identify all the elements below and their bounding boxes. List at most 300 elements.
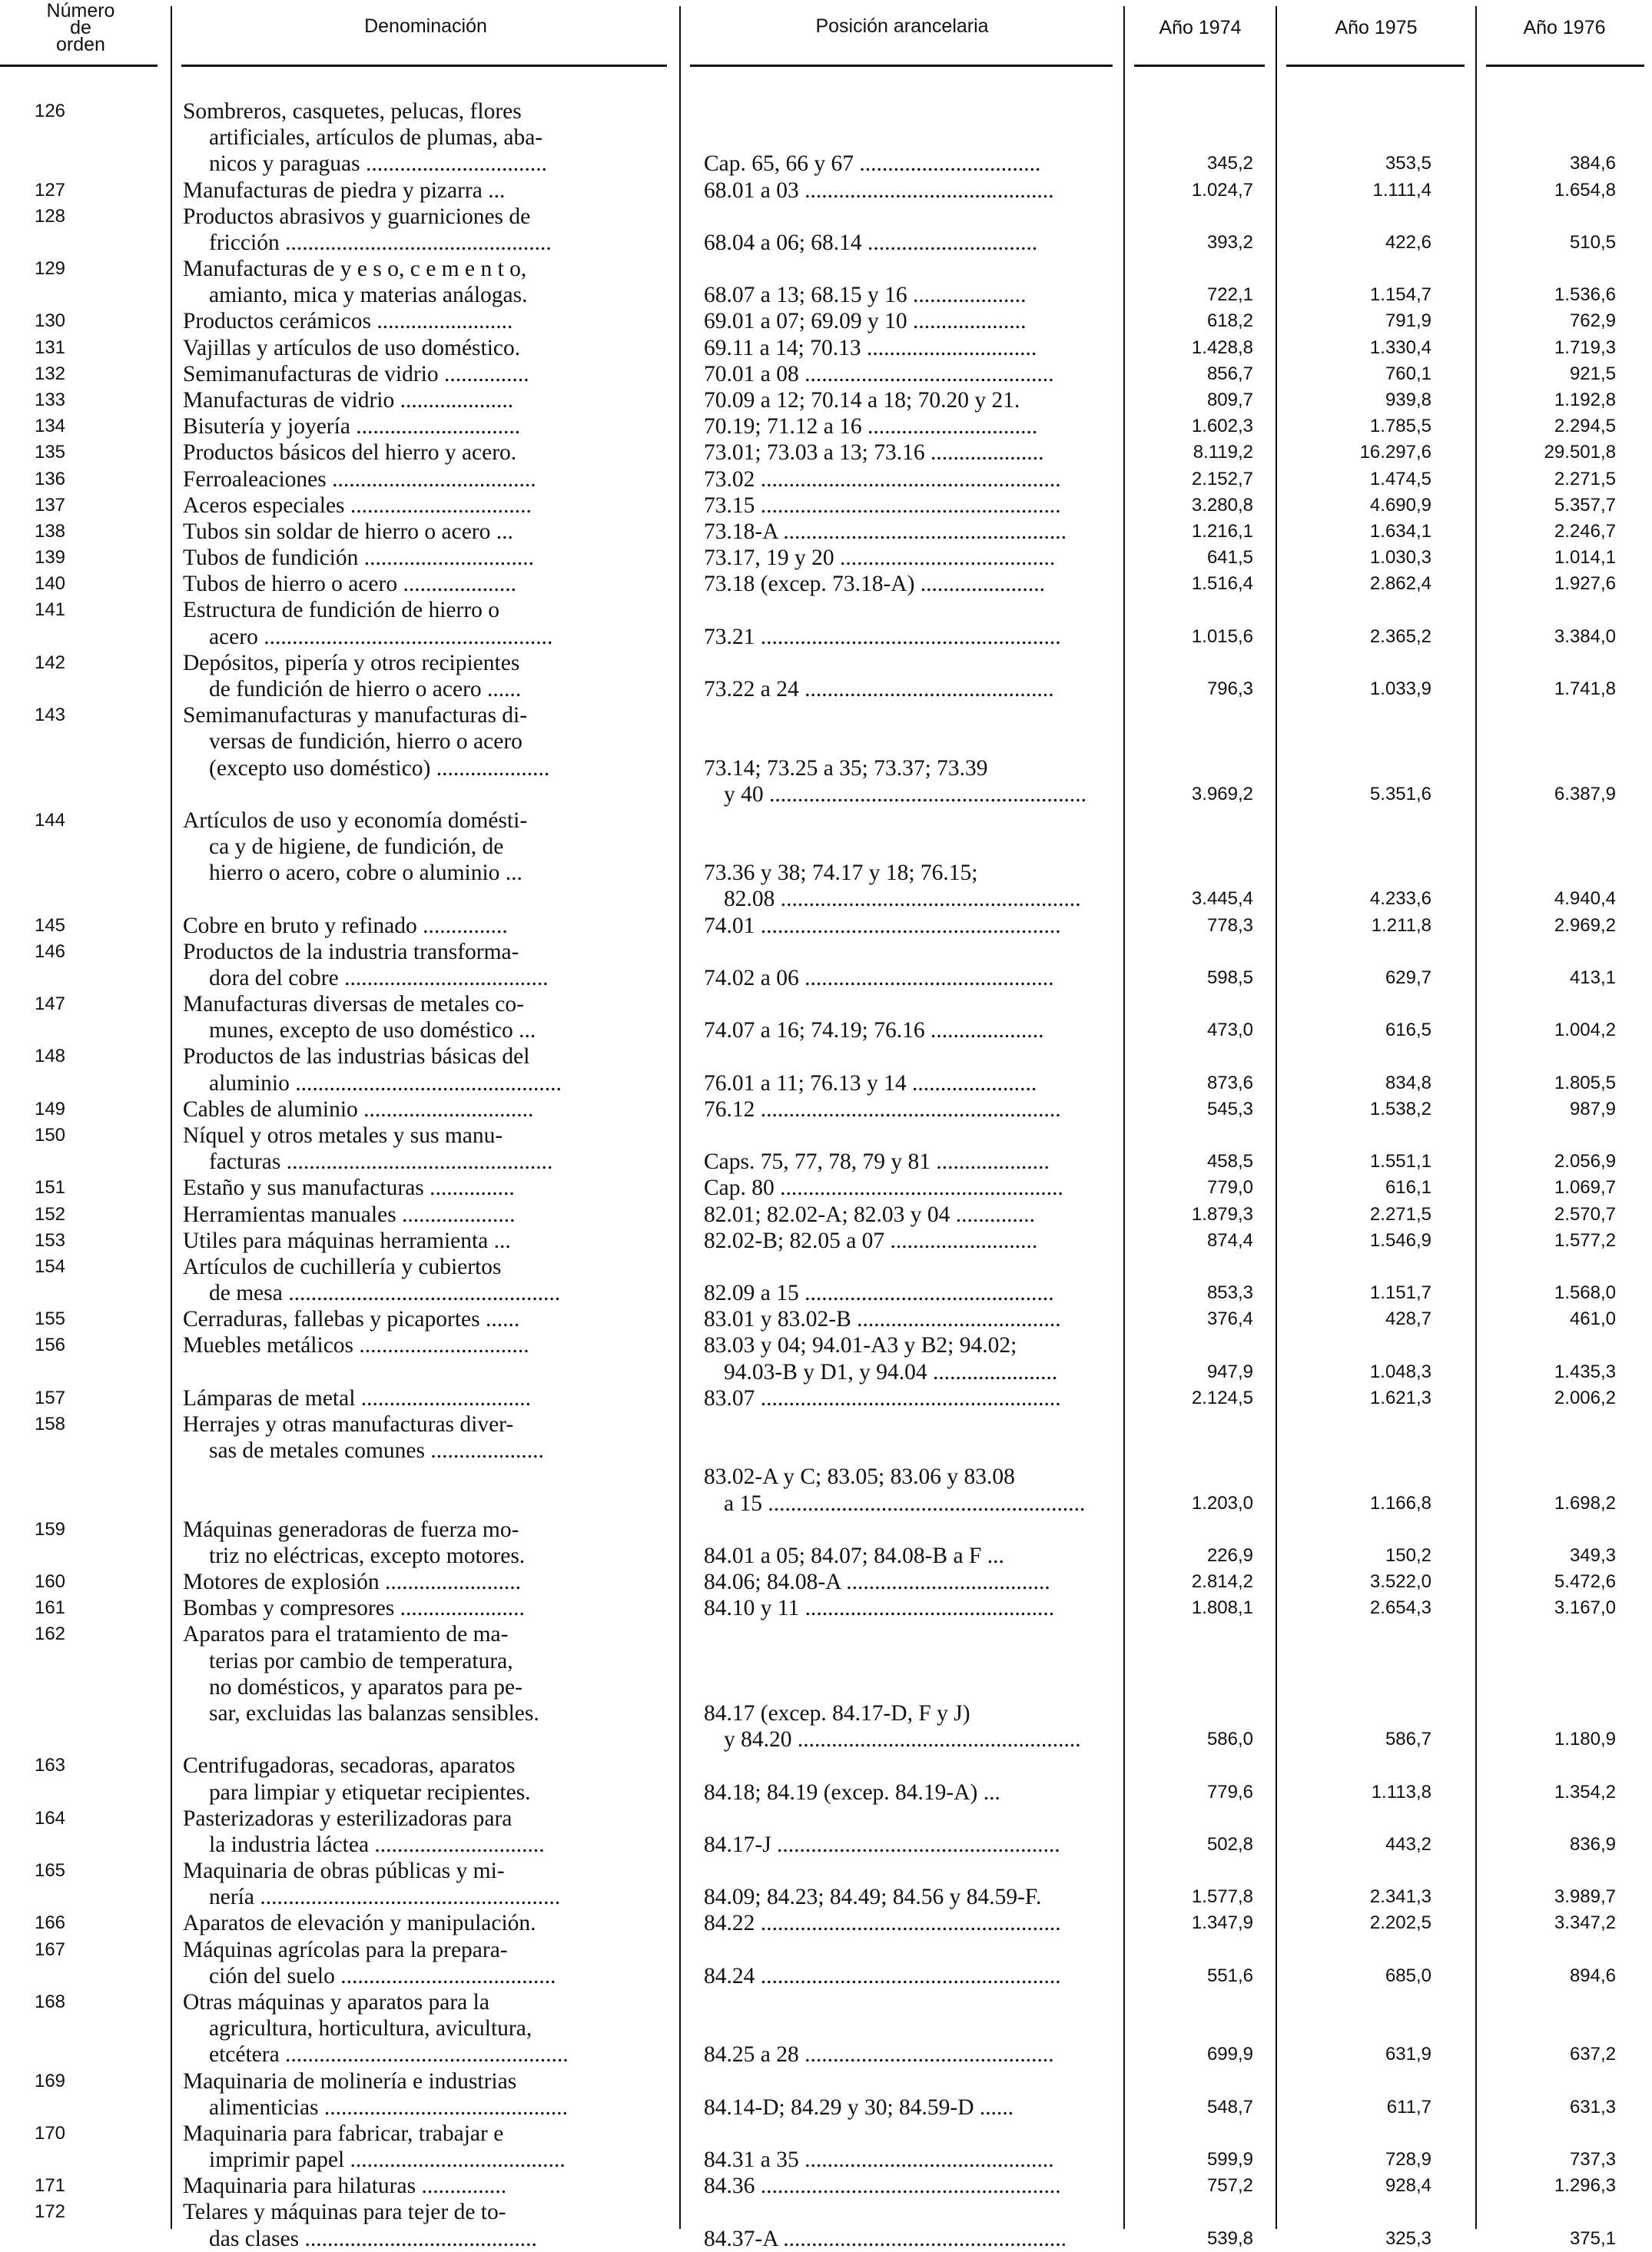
value-1974-cell: 8.119,2 <box>1193 442 1253 463</box>
table-row <box>0 1648 1652 1674</box>
value-1974-cell <box>1136 1621 1253 1647</box>
posicion-cell <box>704 939 1111 965</box>
table-row <box>0 1175 1652 1201</box>
value-1976-cell: 1.568,0 <box>1554 1282 1616 1304</box>
value-1976-cell <box>1468 2121 1616 2147</box>
value-1976-cell: 1.805,5 <box>1554 1072 1616 1093</box>
denominacion-cell: Bombas y compresores ...................... <box>183 1596 525 1621</box>
value-1975-cell <box>1299 939 1431 965</box>
table-row <box>0 308 1652 334</box>
value-1976-cell <box>1468 650 1616 676</box>
value-1976-cell <box>1468 1989 1616 2015</box>
value-1975-cell: 16.297,6 <box>1359 442 1431 463</box>
posicion-cell: y 40 ........................................................ <box>724 781 1086 807</box>
table-row <box>0 2094 1652 2121</box>
header-numero-line: de <box>70 17 91 38</box>
value-1975-cell <box>1299 98 1431 124</box>
value-1975-cell: 1.030,3 <box>1369 547 1431 569</box>
table-row <box>0 1254 1652 1280</box>
value-1975-cell <box>1299 1806 1431 1832</box>
value-1976-cell: 1.698,2 <box>1554 1492 1616 1514</box>
denominacion-cell: Pasterizadoras y esterilizadoras para <box>183 1806 513 1831</box>
posicion-cell: 94.03-B y D1, y 94.04 ...................... <box>724 1359 1058 1385</box>
table-row <box>0 1043 1652 1070</box>
posicion-cell: 73.15 ..................................................... <box>704 493 1061 518</box>
value-1976-cell <box>1468 1648 1616 1674</box>
value-1976-cell <box>1468 1806 1616 1832</box>
posicion-cell <box>704 728 1111 755</box>
denominacion-cell: Maquinaria para hilaturas ............... <box>183 2174 507 2199</box>
table-row <box>0 282 1652 308</box>
denominacion-cell <box>183 1491 665 1517</box>
value-1975-cell <box>1299 1621 1431 1647</box>
row-number <box>0 151 100 177</box>
value-1976-cell: 1.741,8 <box>1554 678 1616 699</box>
denominacion-cell: la industria láctea .............................. <box>209 1832 545 1857</box>
value-1975-cell <box>1299 1700 1431 1726</box>
denominacion-cell: Máquinas agrícolas para la prepara- <box>183 1937 508 1962</box>
value-1976-cell <box>1468 1043 1616 1070</box>
denominacion-cell: Maquinaria de molinería e industrias <box>183 2068 517 2094</box>
denominacion-cell: etcétera .................................................. <box>209 2042 569 2068</box>
value-1975-cell: 791,9 <box>1385 310 1431 332</box>
value-1974-cell <box>1136 1332 1253 1358</box>
value-1974-cell <box>1136 98 1253 124</box>
value-1976-cell: 1.180,9 <box>1554 1729 1616 1750</box>
value-1975-cell <box>1299 1753 1431 1779</box>
denominacion-cell: sar, excluidas las balanzas sensibles. <box>209 1700 539 1726</box>
table-row <box>0 493 1652 519</box>
posicion-cell <box>704 1254 1111 1280</box>
value-1975-cell: 443,2 <box>1385 1833 1431 1855</box>
table-row <box>0 1806 1652 1832</box>
table-row <box>0 2121 1652 2147</box>
posicion-cell: 84.37-A .................................................. <box>704 2226 1067 2251</box>
value-1974-cell <box>1136 1700 1253 1726</box>
denominacion-cell: Tubos sin soldar de hierro o acero ... <box>183 519 513 544</box>
denominacion-cell: Manufacturas de vidrio .................... <box>183 387 514 413</box>
table-row <box>0 1674 1652 1700</box>
posicion-cell <box>704 1937 1111 1963</box>
value-1974-cell: 598,5 <box>1206 967 1253 988</box>
value-1974-cell: 502,8 <box>1206 1833 1253 1855</box>
denominacion-cell: ción del suelo ...................................... <box>209 1963 556 1988</box>
value-1975-cell <box>1299 1674 1431 1700</box>
value-1974-cell: 586,0 <box>1206 1729 1253 1750</box>
denominacion-cell <box>183 1359 665 1385</box>
value-1975-cell <box>1299 256 1431 282</box>
denominacion-cell: hierro o acero, cobre o aluminio ... <box>209 861 522 886</box>
value-1975-cell: 629,7 <box>1385 967 1431 988</box>
header-rule <box>0 65 158 67</box>
denominacion-cell: munes, excepto de uso doméstico ... <box>209 1018 536 1043</box>
denominacion-cell: Maquinaria para fabricar, trabajar e <box>183 2121 504 2146</box>
value-1975-cell: 616,1 <box>1385 1177 1431 1199</box>
value-1976-cell: 987,9 <box>1569 1098 1616 1119</box>
table-row <box>0 2068 1652 2094</box>
posicion-cell <box>704 702 1111 728</box>
value-1976-cell <box>1468 597 1616 623</box>
value-1975-cell: 1.474,5 <box>1369 468 1431 489</box>
posicion-cell: 73.18-A .................................................. <box>704 519 1067 544</box>
value-1975-cell: 1.111,4 <box>1372 179 1431 201</box>
value-1975-cell <box>1299 1123 1431 1149</box>
posicion-cell: Cap. 80 .................................................. <box>704 1176 1063 1201</box>
posicion-cell: 73.18 (excep. 73.18-A) ...................... <box>704 572 1046 597</box>
value-1974-cell <box>1136 755 1253 781</box>
denominacion-cell: ca y de higiene, de fundición, de <box>209 834 504 860</box>
value-1976-cell: 762,9 <box>1569 310 1616 332</box>
row-number: 129 <box>34 258 66 280</box>
value-1975-cell <box>1299 1937 1431 1963</box>
posicion-cell: 73.17, 19 y 20 ...................................... <box>704 546 1056 571</box>
header-rule <box>1286 65 1465 67</box>
row-number <box>0 282 100 308</box>
table-row <box>0 886 1652 912</box>
denominacion-cell: Herramientas manuales .................... <box>183 1202 516 1227</box>
posicion-cell <box>704 1621 1111 1647</box>
row-number <box>0 1832 100 1858</box>
value-1975-cell: 1.330,4 <box>1369 337 1431 358</box>
denominacion-cell: acero ................................................... <box>209 624 553 649</box>
value-1976-cell: 631,3 <box>1569 2096 1616 2118</box>
value-1974-cell <box>1136 124 1253 151</box>
posicion-cell <box>704 204 1111 230</box>
posicion-cell: 70.01 a 08 ............................................ <box>704 361 1054 386</box>
posicion-cell <box>704 1858 1111 1884</box>
row-number: 164 <box>34 1807 66 1829</box>
value-1976-cell <box>1468 1123 1616 1149</box>
denominacion-cell: nería ..................................................... <box>209 1885 561 1910</box>
row-number <box>0 1648 100 1674</box>
row-number <box>0 1280 100 1306</box>
posicion-cell: 84.17-J .................................................. <box>704 1832 1060 1857</box>
value-1974-cell: 3.445,4 <box>1191 888 1253 910</box>
table-row <box>0 834 1652 860</box>
table-row <box>0 545 1652 571</box>
row-number: 139 <box>34 547 66 569</box>
value-1974-cell <box>1136 204 1253 230</box>
value-1975-cell <box>1299 124 1431 151</box>
row-number: 136 <box>34 468 66 489</box>
denominacion-cell: Sombreros, casquetes, pelucas, flores <box>183 99 522 124</box>
table-row <box>0 965 1652 991</box>
denominacion-cell: Depósitos, pipería y otros recipientes <box>183 650 520 675</box>
row-number <box>0 2226 100 2252</box>
value-1976-cell: 461,0 <box>1569 1308 1616 1330</box>
value-1975-cell: 2.202,5 <box>1369 1912 1431 1934</box>
value-1975-cell <box>1299 991 1431 1017</box>
value-1974-cell: 873,6 <box>1206 1072 1253 1093</box>
value-1976-cell: 2.294,5 <box>1554 416 1616 437</box>
value-1974-cell: 1.347,9 <box>1191 1912 1253 1934</box>
posicion-cell: 69.01 a 07; 69.09 y 10 .................... <box>704 309 1027 334</box>
value-1975-cell: 1.621,3 <box>1369 1387 1431 1408</box>
value-1976-cell: 2.056,9 <box>1554 1151 1616 1172</box>
value-1976-cell <box>1468 98 1616 124</box>
denominacion-cell: Productos cerámicos ........................ <box>183 309 513 334</box>
value-1976-cell <box>1468 1753 1616 1779</box>
denominacion-cell: Herrajes y otras manufacturas diver- <box>183 1412 514 1437</box>
row-number: 127 <box>34 179 66 201</box>
value-1976-cell: 1.004,2 <box>1554 1020 1616 1041</box>
value-1974-cell: 778,3 <box>1206 914 1253 936</box>
table-row <box>0 913 1652 939</box>
denominacion-cell: Cables de aluminio .............................. <box>183 1096 534 1122</box>
table-row <box>0 98 1652 124</box>
row-number <box>0 1779 100 1806</box>
value-1975-cell: 1.546,9 <box>1369 1229 1431 1251</box>
value-1974-cell <box>1136 2068 1253 2094</box>
denominacion-cell: Manufacturas de y e s o, c e m e n t o, <box>183 257 527 282</box>
value-1976-cell: 1.069,7 <box>1554 1177 1616 1199</box>
table-row <box>0 939 1652 965</box>
value-1975-cell <box>1299 1464 1431 1490</box>
row-number: 154 <box>34 1255 66 1277</box>
value-1974-cell: 548,7 <box>1206 2096 1253 2118</box>
table-row <box>0 781 1652 808</box>
value-1976-cell <box>1468 124 1616 151</box>
table-row <box>0 1700 1652 1726</box>
row-number <box>0 2015 100 2041</box>
value-1976-cell: 1.014,1 <box>1554 547 1616 569</box>
denominacion-cell: terias por cambio de temperatura, <box>209 1648 513 1673</box>
row-number: 132 <box>34 363 66 384</box>
row-number <box>0 755 100 781</box>
table-row <box>0 1543 1652 1569</box>
value-1975-cell: 1.151,7 <box>1369 1282 1431 1304</box>
value-1975-cell: 586,7 <box>1385 1729 1431 1750</box>
table-row <box>0 860 1652 886</box>
value-1974-cell: 2.814,2 <box>1191 1571 1253 1593</box>
denominacion-cell: triz no eléctricas, excepto motores. <box>209 1543 526 1568</box>
table-row <box>0 2147 1652 2173</box>
value-1976-cell <box>1468 1411 1616 1438</box>
value-1974-cell: 539,8 <box>1206 2227 1253 2249</box>
value-1974-cell: 796,3 <box>1206 678 1253 699</box>
denominacion-cell: Manufacturas diversas de metales co- <box>183 992 524 1017</box>
posicion-cell <box>704 2068 1111 2094</box>
table-row <box>0 2015 1652 2041</box>
value-1974-cell: 545,3 <box>1206 1098 1253 1119</box>
value-1974-cell: 393,2 <box>1206 231 1253 253</box>
value-1976-cell <box>1468 1517 1616 1543</box>
value-1975-cell <box>1299 1411 1431 1438</box>
posicion-cell <box>704 1438 1111 1464</box>
denominacion-cell: Artículos de uso y economía domésti- <box>183 808 528 833</box>
value-1974-cell <box>1136 1806 1253 1832</box>
denominacion-cell: facturas ............................................... <box>209 1149 553 1175</box>
value-1976-cell <box>1468 939 1616 965</box>
value-1975-cell <box>1299 650 1431 676</box>
denominacion-cell: alimenticias ........................................... <box>209 2094 569 2120</box>
row-number: 156 <box>34 1335 66 1356</box>
row-number <box>0 728 100 755</box>
value-1976-cell: 2.570,7 <box>1554 1203 1616 1225</box>
value-1974-cell <box>1136 1989 1253 2015</box>
table-row <box>0 335 1652 361</box>
table-row <box>0 519 1652 545</box>
posicion-cell <box>704 1411 1111 1438</box>
value-1976-cell: 1.577,2 <box>1554 1229 1616 1251</box>
denominacion-cell: Motores de explosión ........................ <box>183 1570 522 1595</box>
value-1974-cell <box>1136 1438 1253 1464</box>
row-number <box>0 676 100 702</box>
table-row <box>0 439 1652 466</box>
table-row <box>0 1491 1652 1517</box>
value-1974-cell: 722,1 <box>1206 284 1253 306</box>
value-1974-cell: 874,4 <box>1206 1229 1253 1251</box>
value-1975-cell <box>1299 1438 1431 1464</box>
posicion-cell: 82.02-B; 82.05 a 07 .......................... <box>704 1228 1038 1253</box>
posicion-cell: 83.02-A y C; 83.05; 83.06 y 83.08 <box>704 1464 1015 1490</box>
denominacion-cell: aluminio ............................................... <box>209 1070 562 1096</box>
value-1974-cell: 2.124,5 <box>1191 1387 1253 1408</box>
denominacion-cell: dora del cobre .................................... <box>209 965 549 990</box>
row-number: 170 <box>34 2122 66 2144</box>
value-1976-cell: 375,1 <box>1569 2227 1616 2249</box>
value-1976-cell: 2.006,2 <box>1554 1387 1616 1408</box>
row-number: 128 <box>34 205 66 227</box>
value-1974-cell: 1.577,8 <box>1191 1886 1253 1908</box>
table-row <box>0 624 1652 650</box>
posicion-cell: 84.18; 84.19 (excep. 84.19-A) ... <box>704 1779 1000 1805</box>
table-row <box>0 650 1652 676</box>
row-number: 140 <box>34 573 66 595</box>
posicion-cell: 68.04 a 06; 68.14 .............................. <box>704 230 1038 255</box>
denominacion-cell: Aceros especiales ................................ <box>183 493 532 518</box>
denominacion-cell: Artículos de cuchillería y cubiertos <box>183 1254 502 1279</box>
posicion-cell: 83.03 y 04; 94.01-A3 y B2; 94.02; <box>704 1333 1017 1358</box>
value-1976-cell: 510,5 <box>1569 231 1616 253</box>
row-number <box>0 1491 100 1517</box>
value-1974-cell <box>1136 1411 1253 1438</box>
row-number <box>0 1543 100 1569</box>
table-row <box>0 1963 1652 1989</box>
table-row <box>0 466 1652 493</box>
row-number <box>0 2147 100 2173</box>
denominacion-cell: Aparatos de elevación y manipulación. <box>183 1911 536 1936</box>
row-number: 146 <box>34 940 66 962</box>
table-row <box>0 413 1652 439</box>
posicion-cell: 84.31 a 35 ............................................ <box>704 2148 1054 2173</box>
header-rule <box>1486 65 1644 67</box>
posicion-cell <box>704 124 1111 151</box>
row-number: 135 <box>34 442 66 463</box>
row-number <box>0 2041 100 2068</box>
posicion-cell: 84.09; 84.23; 84.49; 84.56 y 84.59-F. <box>704 1885 1042 1910</box>
posicion-cell <box>704 808 1111 834</box>
table-row <box>0 1858 1652 1884</box>
value-1976-cell <box>1468 1332 1616 1358</box>
posicion-cell: Cap. 65, 66 y 67 ................................ <box>704 151 1041 177</box>
value-1975-cell <box>1299 808 1431 834</box>
table-row <box>0 1753 1652 1779</box>
row-number: 137 <box>34 494 66 516</box>
value-1975-cell <box>1299 1517 1431 1543</box>
value-1976-cell: 2.271,5 <box>1554 468 1616 489</box>
posicion-cell: 76.01 a 11; 76.13 y 14 ...................... <box>704 1070 1037 1096</box>
denominacion-cell: Aparatos para el tratamiento de ma- <box>183 1622 509 1647</box>
denominacion-cell: de mesa ................................................ <box>209 1281 561 1306</box>
value-1974-cell <box>1136 597 1253 623</box>
posicion-cell: 84.01 a 05; 84.07; 84.08-B a F ... <box>704 1543 1004 1568</box>
posicion-cell: 84.25 a 28 ............................................ <box>704 2042 1054 2068</box>
posicion-cell <box>704 597 1111 623</box>
posicion-cell <box>704 2121 1111 2147</box>
row-number <box>0 834 100 860</box>
value-1976-cell: 1.654,8 <box>1554 179 1616 201</box>
posicion-cell: 69.11 a 14; 70.13 .............................. <box>704 335 1037 360</box>
row-number: 158 <box>34 1414 66 1434</box>
value-1974-cell: 618,2 <box>1206 310 1253 332</box>
posicion-cell <box>704 1753 1111 1779</box>
value-1976-cell <box>1468 808 1616 834</box>
value-1975-cell <box>1299 702 1431 728</box>
value-1974-cell: 1.216,1 <box>1191 520 1253 542</box>
table-row <box>0 1517 1652 1543</box>
value-1975-cell: 939,8 <box>1385 389 1431 410</box>
value-1974-cell: 809,7 <box>1206 389 1253 410</box>
value-1976-cell: 4.940,4 <box>1554 888 1616 910</box>
value-1975-cell <box>1299 2199 1431 2225</box>
row-number: 151 <box>34 1177 66 1199</box>
row-number <box>0 1884 100 1910</box>
value-1974-cell: 1.024,7 <box>1191 179 1253 201</box>
value-1975-cell: 1.033,9 <box>1369 678 1431 699</box>
value-1975-cell: 428,7 <box>1385 1308 1431 1330</box>
row-number <box>0 1070 100 1096</box>
posicion-cell: 84.36 ..................................................... <box>704 2174 1061 2199</box>
value-1974-cell <box>1136 702 1253 728</box>
value-1975-cell: 631,9 <box>1385 2044 1431 2065</box>
row-number: 157 <box>34 1387 66 1408</box>
value-1976-cell: 413,1 <box>1569 967 1616 988</box>
posicion-cell <box>704 1674 1111 1700</box>
value-1975-cell <box>1299 1989 1431 2015</box>
row-number <box>0 1963 100 1989</box>
denominacion-cell: Bisutería y joyería ............................. <box>183 414 521 439</box>
table-row <box>0 1411 1652 1438</box>
row-number <box>0 1438 100 1464</box>
value-1976-cell <box>1468 256 1616 282</box>
value-1975-cell <box>1299 755 1431 781</box>
posicion-cell: 76.12 ..................................................... <box>704 1096 1061 1122</box>
row-number: 138 <box>34 520 66 542</box>
value-1974-cell <box>1136 834 1253 860</box>
value-1976-cell: 1.354,2 <box>1554 1781 1616 1803</box>
value-1974-cell: 376,4 <box>1206 1308 1253 1330</box>
value-1975-cell: 760,1 <box>1385 363 1431 384</box>
value-1974-cell <box>1136 1254 1253 1280</box>
denominacion-cell: Manufacturas de piedra y pizarra ... <box>183 177 506 203</box>
value-1976-cell: 6.387,9 <box>1554 783 1616 804</box>
header-numero-line: Número <box>46 0 115 22</box>
table-row <box>0 1280 1652 1306</box>
posicion-cell: 70.09 a 12; 70.14 a 18; 70.20 y 21. <box>704 387 1020 413</box>
row-number: 147 <box>34 993 66 1015</box>
row-number: 161 <box>34 1597 66 1619</box>
table-row <box>0 361 1652 387</box>
denominacion-cell <box>183 886 665 912</box>
header-rule <box>181 65 667 67</box>
row-number: 134 <box>34 416 66 437</box>
table-row <box>0 2173 1652 2199</box>
denominacion-cell: Cerraduras, fallebas y picaportes ...... <box>183 1307 520 1332</box>
value-1975-cell <box>1299 860 1431 886</box>
table-row <box>0 702 1652 728</box>
table-row <box>0 1096 1652 1123</box>
